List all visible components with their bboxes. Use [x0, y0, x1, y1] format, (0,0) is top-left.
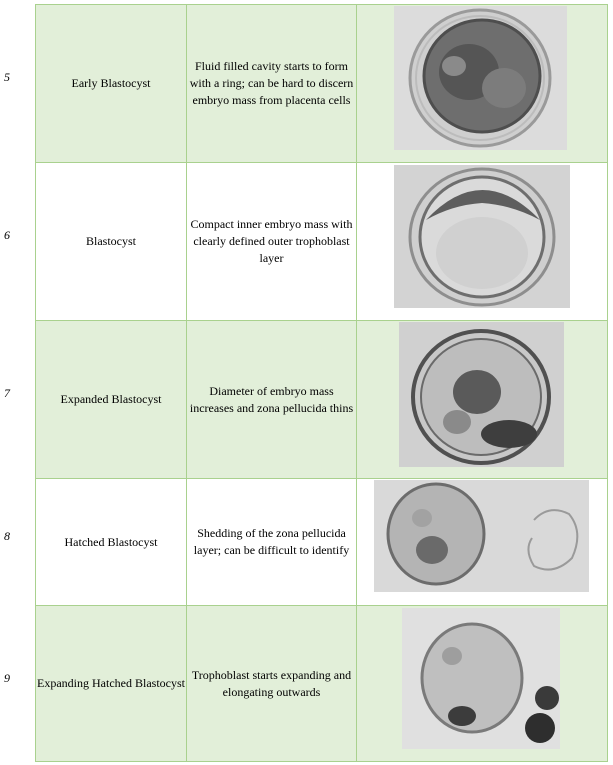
- stage-description: Diameter of embryo mass increases and zona pellucida thins: [187, 321, 357, 479]
- embryo-stage-table: [35, 4, 608, 762]
- expanded-blastocyst-micrograph: [399, 322, 564, 467]
- table-row: [36, 163, 608, 321]
- stage-description: Shedding of the zona pellucida layer; can be difficult to identify: [187, 479, 357, 606]
- row-number-9: 9: [4, 671, 10, 685]
- stage-name: Early Blastocyst: [36, 5, 187, 163]
- stage-description: Trophoblast starts expanding and elongating outwards: [187, 606, 357, 762]
- stage-description: Fluid filled cavity starts to form with a ring; can be hard to discern embryo mass from placenta cells: [187, 5, 357, 163]
- table-row: [36, 479, 608, 606]
- blastocyst-micrograph: [394, 165, 570, 308]
- hatched-blastocyst-micrograph: [374, 480, 589, 592]
- row-number-8: 8: [4, 529, 10, 543]
- image-cell: [357, 5, 608, 163]
- expanding-hatched-blastocyst-micrograph: [402, 608, 560, 749]
- stage-name: Blastocyst: [36, 163, 187, 321]
- table-row: [36, 606, 608, 762]
- table-row: [36, 321, 608, 479]
- stage-description: Compact inner embryo mass with clearly defined outer trophoblast layer: [187, 163, 357, 321]
- stage-name: Expanding Hatched Blastocyst: [36, 606, 187, 762]
- table-row: [36, 5, 608, 163]
- image-cell: [357, 321, 608, 479]
- image-cell: [357, 163, 608, 321]
- image-cell: [357, 606, 608, 762]
- row-number-6: 6: [4, 228, 10, 242]
- row-number-7: 7: [4, 386, 10, 400]
- stage-name: Hatched Blastocyst: [36, 479, 187, 606]
- stage-name: Expanded Blastocyst: [36, 321, 187, 479]
- row-number-5: 5: [4, 70, 10, 84]
- early-blastocyst-micrograph: [394, 6, 567, 150]
- image-cell: [357, 479, 608, 606]
